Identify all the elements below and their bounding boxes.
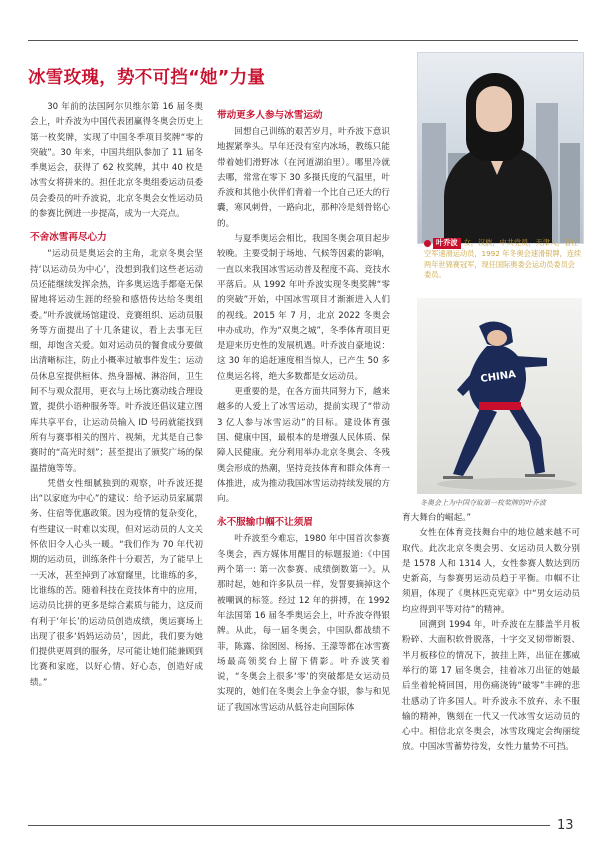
paragraph: 更重要的是，在各方面共同努力下，越来越多的人爱上了冰雪运动，提前实现了“带动 3 亿人参与冰雪运动”的目标。建设体育强国、健康中国，最根本的是增强人民体质、保障人民健康。充分利用举办北京冬奥会、冬残奥会形成的热潮，坚持竞技体育和群众体育一体推进，成为推动我国冰雪运动持续发展的方向。 xyxy=(217,387,390,505)
skater-red-band xyxy=(479,402,521,410)
speed-skater-illustration xyxy=(417,298,582,494)
ice-shadow xyxy=(437,478,577,490)
background-building xyxy=(560,143,580,243)
skate-blade-left xyxy=(443,476,473,479)
top-rule xyxy=(28,40,578,41)
column-3 xyxy=(402,511,580,756)
section-heading: 带动更多人参与冰雪运动 xyxy=(217,110,323,121)
caption-text: 女，汉族，中共党员，天津人，曾任空军速滑运动员，1992 年冬奥会速滑银牌，连续两年世锦赛冠军，现任国际奥委会运动员委员会委员。 xyxy=(424,238,582,280)
skater-right-leg xyxy=(507,402,545,474)
paragraph: “运动员是奥运会的主角，北京冬奥会坚持‘以运动员为中心’，没想到我们这些老运动员还能继续发挥余热，许多奥运选手都毫无保留地将运动生涯的经验和感悟传达给冬奥组委。”叶乔波就场馆建设、竞赛组织、运动员服务等方面提出了十几条建议，看上去事无巨细，却饱含关爱。如对运动员的餐食成分要做出清晰标注，防止小概率过敏事件发生；运动员休息室提供桓体、热身器械、淋浴间，卫生间不与观众混用，更衣与上场比赛动线合理设置，提供小语种服务等。叶乔波还倡议建立图库共享平台，让运动员输入 ID 号码就能找到所有与赛事相关的图片、视频，尤其是自己参赛时的“高光时刻”；甚至提出了颁奖广场的保温措施等等。 xyxy=(30,249,203,474)
skater-right-arm xyxy=(515,356,547,368)
skater-caption: 冬奥会上为中国夺取第一枚奖牌的叶乔波 xyxy=(420,499,546,507)
article-title: 冰雪玫瑰，势不可挡“她”力量 xyxy=(28,68,266,88)
portrait-caption xyxy=(424,238,582,281)
portrait-photo xyxy=(417,52,584,244)
skate-blade-right xyxy=(525,474,555,477)
paragraph: 育大舞台的崛起。” xyxy=(402,513,471,523)
jersey-text: CHINA xyxy=(479,369,517,385)
paragraph: 30 年前的法国阿尔贝维尔第 16 届冬奥会上，叶乔波为中国代表团赢得冬奥会历史上第一枚奖牌，实现了中国冬季项目奖牌“零的突破”。30 年来，中国共组队参加了 11 届冬季奥运会，获得了 62 枚奖牌，其中 40 枚是冰雪女将拼来的。担任北京冬奥组委运动员委员会委员的叶乔波说，北京冬奥会女性运动员的参赛比例进一步提高，成为一大亮点。 xyxy=(30,102,203,220)
portrait-face xyxy=(476,86,512,132)
paragraph: 与夏季奥运会相比，我国冬奥会项目起步较晚。主要受制于场地、气候等因素的影响，一直以来我国冰雪运动普及程度不高、竞技水平落后。从 1992 年叶乔波实现冬奥奖牌“零的突破”开始，中国冰雪项目才渐渐进入人们的视线。2015 年 7 月，北京 2022 冬奥会申办成功，作为“双奥之城”，冬季体育项目更是迎来历史性的发展机遇。叶乔波自豪地说：这 30 年的追赶速度相当惊人，已产生 50 多位奥运名将，绝大多数都是女运动员。 xyxy=(217,234,390,382)
section-heading: 永不服输巾帼不让须眉 xyxy=(217,517,313,529)
background-building xyxy=(422,123,446,243)
skater-face xyxy=(487,330,507,346)
paragraph: 凭借女性细腻独到的观察，叶乔波还提出“以家庭为中心”的建议：给予运动员家属票务、住宿等优惠政策。因为疫情的复杂变化，有些建议一时难以实现，但对运动员的人文关怀依旧令人心头一暖。“我们作为 70 年代初期的运动员，训练条件十分艰苦，为了能早上一天冰，甚至掉到了冰窟窿里，比谁练的多，比谁练的苦。随着科技在竞技体育中的应用，运动员比拼的更多是综合素质与能力，这反而有利于‘年长’的运动员创造成绩，奥运赛场上出现了很多‘妈妈运动员’，因此，我们要为她们提供更周到的服务，尽可能让她们能兼顾到比赛和家庭，以好心情、好心态，创造好成绩。” xyxy=(30,478,203,688)
paragraph: 回溯到 1994 年，叶乔波在左膝盖半月板粉碎、大面积软骨脱落，十字交叉韧带断裂、半月板移位的情况下，披挂上阵，出征在挪威举行的第 17 届冬奥会，挂着冰刀出征的她最后坐着轮椅回国，用伤痛浇铸“破零”丰碑的悲壮感动了许多国人。叶乔波永不放弃、永不服输的精神，镌刻在一代又一代冰雪女运动员的心中。相信北京冬奥会，冰雪玫瑰定会绚丽绽放。中国冰雪蓄势待发，女性力量势不可挡。 xyxy=(402,620,580,753)
paragraph: 叶乔波至今难忘，1980 年中国首次参赛冬奥会，西方媒体用醒目的标题报道:《中国两个第一: 第一次参赛、成绩倒数第一》。从那时起，她和许多队员一样，发誓要摘掉这个被嘲讽的标签。经过 12 年的拼搏，在 1992 年法国第 16 届冬季奥运会上，叶乔波夺得银牌。从此，每一届冬奥会，中国队都战绩不菲，陈露、徐囡囡、杨扬、王濛等都在冰雪赛场最高领奖台上留下倩影。叶乔波笑着说，“冬奥会上很多‘零’的突破都是女运动员实现的，她们在冬奥会上争金夺银，参与和见证了我国冰雪运动从低谷走向国际体 xyxy=(217,534,390,713)
bottom-rule xyxy=(28,825,550,826)
page-number: 13 xyxy=(557,818,574,833)
caption-bullet-icon xyxy=(424,240,431,247)
column-2 xyxy=(217,100,390,716)
column-1 xyxy=(30,100,203,691)
skater-photo xyxy=(417,298,582,494)
caption-name: 叶乔波 xyxy=(433,238,461,249)
skater-left-leg xyxy=(453,406,497,476)
paragraph: 女性在体育竞技舞台中的地位越来越不可取代。此次北京冬奥会男、女运动员人数分别是 1578 人和 1314 人，女性参赛人数达到历史新高，与参赛男运动员趋于平衡。巾帼不让须眉，体现了《奥林匹克宪章》中“男女运动员均应得到平等对待”的精神。 xyxy=(402,528,580,615)
paragraph: 回想自己训练的艰苦岁月，叶乔波下意识地握紧拳头。早年还没有室内冰场，教练只能带着她们滑野冰（在河道湖泊里）。哪里冷就去哪，常常在零下 30 多摄氏度的气温里，叶乔波和其他小伙伴们背着一个比自己还大的行囊，寒风刺骨，一路向北，那种冷是刻骨铭心的。 xyxy=(217,127,390,229)
section-heading: 不舍冰雪再尽心力 xyxy=(30,232,107,244)
